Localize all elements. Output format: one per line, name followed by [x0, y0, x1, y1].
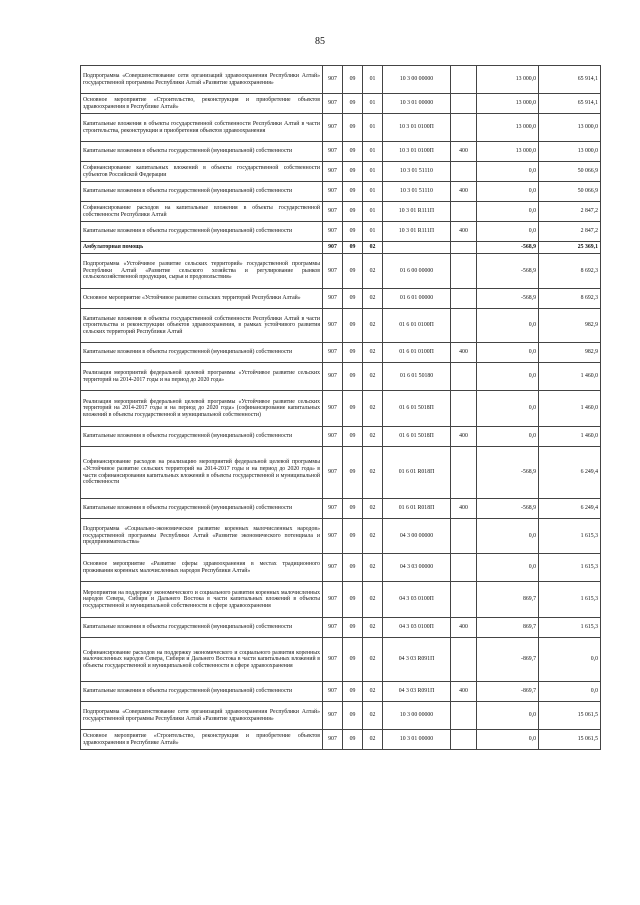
row-section: 09	[343, 391, 363, 427]
row-target-article: 10 3 01 R111П	[383, 222, 451, 242]
row-change-amount: 13 000,0	[477, 66, 539, 94]
row-subsection: 01	[363, 142, 383, 162]
row-expense-type: 400	[451, 499, 477, 519]
row-target-article: 10 3 00 00000	[383, 702, 451, 730]
row-target-article: 01 6 01 50180	[383, 363, 451, 391]
row-expense-type: 400	[451, 427, 477, 447]
table-row	[81, 519, 601, 554]
row-target-article: 01 6 01 0100П	[383, 309, 451, 343]
row-change-amount: 0,0	[477, 309, 539, 343]
row-change-amount: 0,0	[477, 182, 539, 202]
row-grbs: 907	[323, 114, 343, 142]
row-name: Софинансирование расходов на поддержку экономического и социального развития коренных малочисленных народов Севера, Сибири и Дальнего Востока в части капитальных вложений в объекты государственной и муниципальной собственности в сфере здравоохранения	[81, 638, 323, 682]
row-section: 09	[343, 162, 363, 182]
table-row	[81, 363, 601, 391]
row-target-article: 01 6 01 00000	[383, 289, 451, 309]
row-change-amount: 0,0	[477, 391, 539, 427]
row-total-amount: 13 000,0	[539, 142, 601, 162]
row-subsection: 01	[363, 66, 383, 94]
table-row	[81, 254, 601, 289]
row-name: Софинансирование капитальных вложений в объекты государственной собственности субъектов Российской Федерации	[81, 162, 323, 182]
row-name: Капитальные вложения в объекты государственной (муниципальной) собственности	[81, 343, 323, 363]
table-row	[81, 582, 601, 618]
row-name: Подпрограмма «Совершенствование сети организаций здравоохранения Республики Алтай» государственной программы Республики Алтай «Развитие здравоохранения»	[81, 702, 323, 730]
row-total-amount: 6 249,4	[539, 499, 601, 519]
row-section: 09	[343, 222, 363, 242]
table-row	[81, 499, 601, 519]
row-total-amount: 2 847,2	[539, 202, 601, 222]
table-row	[81, 702, 601, 730]
row-grbs: 907	[323, 702, 343, 730]
row-total-amount: 65 914,1	[539, 94, 601, 114]
table-row	[81, 182, 601, 202]
row-change-amount: -568,9	[477, 447, 539, 499]
row-total-amount: 0,0	[539, 638, 601, 682]
row-expense-type	[451, 554, 477, 582]
row-expense-type	[451, 114, 477, 142]
row-target-article: 01 6 01 0100П	[383, 343, 451, 363]
row-expense-type	[451, 582, 477, 618]
page-number: 85	[315, 36, 325, 47]
row-subsection: 01	[363, 94, 383, 114]
row-change-amount: 0,0	[477, 554, 539, 582]
row-name: Основное мероприятие «Устойчивое развитие сельских территорий Республики Алтай»	[81, 289, 323, 309]
table-row	[81, 202, 601, 222]
row-section: 09	[343, 343, 363, 363]
row-subsection: 02	[363, 254, 383, 289]
row-target-article: 10 3 01 0100П	[383, 114, 451, 142]
row-subsection: 01	[363, 162, 383, 182]
row-name: Капитальные вложения в объекты государственной (муниципальной) собственности	[81, 182, 323, 202]
row-name: Капитальные вложения в объекты государственной (муниципальной) собственности	[81, 142, 323, 162]
table-row	[81, 554, 601, 582]
row-change-amount: -568,9	[477, 499, 539, 519]
row-section: 09	[343, 309, 363, 343]
row-total-amount: 15 061,5	[539, 702, 601, 730]
row-change-amount: 0,0	[477, 702, 539, 730]
row-name: Основное мероприятие «Развитие сферы здравоохранения в местах традиционного проживания коренных малочисленных народов Республики Алтай»	[81, 554, 323, 582]
row-expense-type: 400	[451, 222, 477, 242]
row-expense-type	[451, 730, 477, 750]
row-change-amount: 0,0	[477, 343, 539, 363]
row-expense-type: 400	[451, 618, 477, 638]
row-grbs: 907	[323, 638, 343, 682]
row-subsection: 02	[363, 682, 383, 702]
row-expense-type	[451, 309, 477, 343]
row-expense-type: 400	[451, 182, 477, 202]
row-grbs: 907	[323, 582, 343, 618]
row-name: Подпрограмма «Социально-экономическое развитие коренных малочисленных народов» государственной программы Республики Алтай «Развитие экономического потенциала и предпринимательства»	[81, 519, 323, 554]
row-expense-type	[451, 363, 477, 391]
row-name: Основное мероприятие «Строительство, реконструкция и приобретение объектов здравоохранения в Республике Алтай»	[81, 730, 323, 750]
row-change-amount: 13 000,0	[477, 142, 539, 162]
row-section: 09	[343, 289, 363, 309]
row-name: Мероприятия на поддержку экономического и социального развития коренных малочисленных народов Севера, Сибири и Дальнего Востока в части капитальных вложений в объекты государственной и муниципальной собственности в сфере здравоохранения	[81, 582, 323, 618]
row-total-amount: 1 615,3	[539, 554, 601, 582]
row-change-amount: 13 000,0	[477, 94, 539, 114]
row-section: 09	[343, 730, 363, 750]
row-grbs: 907	[323, 182, 343, 202]
row-section: 09	[343, 142, 363, 162]
row-section: 09	[343, 618, 363, 638]
row-target-article: 04 3 03 R091П	[383, 638, 451, 682]
row-grbs: 907	[323, 391, 343, 427]
row-expense-type: 400	[451, 343, 477, 363]
row-name: Капитальные вложения в объекты государственной (муниципальной) собственности	[81, 682, 323, 702]
row-change-amount: 0,0	[477, 730, 539, 750]
row-expense-type	[451, 254, 477, 289]
row-subsection: 01	[363, 114, 383, 142]
row-name: Реализация мероприятий федеральной целевой программы «Устойчивое развитие сельских территорий на 2014-2017 годы и на период до 2020 года»	[81, 363, 323, 391]
row-name: Амбулаторная помощь	[81, 242, 323, 254]
row-subsection: 02	[363, 618, 383, 638]
row-total-amount: 982,9	[539, 309, 601, 343]
row-expense-type: 400	[451, 142, 477, 162]
row-section: 09	[343, 114, 363, 142]
row-expense-type	[451, 289, 477, 309]
row-total-amount: 50 066,9	[539, 182, 601, 202]
row-section: 09	[343, 254, 363, 289]
row-subsection: 02	[363, 499, 383, 519]
row-subsection: 02	[363, 343, 383, 363]
row-subsection: 02	[363, 554, 383, 582]
row-total-amount: 1 615,3	[539, 582, 601, 618]
table-row	[81, 447, 601, 499]
row-change-amount: 0,0	[477, 427, 539, 447]
row-expense-type	[451, 519, 477, 554]
table-row	[81, 343, 601, 363]
row-expense-type	[451, 702, 477, 730]
row-section: 09	[343, 202, 363, 222]
row-target-article: 10 3 01 51110	[383, 162, 451, 182]
row-subsection: 02	[363, 363, 383, 391]
row-target-article: 01 6 01 R018П	[383, 447, 451, 499]
row-name: Основное мероприятие «Строительство, реконструкция и приобретение объектов здравоохранения в Республике Алтай»	[81, 94, 323, 114]
row-subsection: 02	[363, 447, 383, 499]
row-total-amount: 1 615,3	[539, 618, 601, 638]
row-name: Подпрограмма «Совершенствование сети организаций здравоохранения Республики Алтай» государственной программы Республики Алтай «Развитие здравоохранения»	[81, 66, 323, 94]
row-subsection: 01	[363, 182, 383, 202]
row-name: Капитальные вложения в объекты государственной (муниципальной) собственности	[81, 618, 323, 638]
row-expense-type	[451, 94, 477, 114]
row-total-amount: 1 460,0	[539, 427, 601, 447]
row-change-amount: -568,9	[477, 254, 539, 289]
row-target-article	[383, 242, 451, 254]
row-total-amount: 25 369,1	[539, 242, 601, 254]
table-row	[81, 289, 601, 309]
row-name: Капитальные вложения в объекты государственной (муниципальной) собственности	[81, 427, 323, 447]
row-target-article: 04 3 03 0100П	[383, 582, 451, 618]
row-total-amount: 15 061,5	[539, 730, 601, 750]
row-name: Капитальные вложения в объекты государственной (муниципальной) собственности	[81, 499, 323, 519]
row-subsection: 02	[363, 582, 383, 618]
row-subsection: 02	[363, 289, 383, 309]
table-row	[81, 142, 601, 162]
row-target-article: 10 3 01 51110	[383, 182, 451, 202]
row-grbs: 907	[323, 554, 343, 582]
row-expense-type	[451, 202, 477, 222]
row-change-amount: 0,0	[477, 162, 539, 182]
row-name: Софинансирование расходов на реализацию мероприятий федеральной целевой программы «Устойчивое развитие сельских территорий на 2014-2017 годы и на период до 2020 года» в части софинансирования капитальных вложений в объекты государственной и муниципальной собственности	[81, 447, 323, 499]
row-section: 09	[343, 447, 363, 499]
row-expense-type	[451, 242, 477, 254]
table-row	[81, 682, 601, 702]
row-target-article: 10 3 01 0100П	[383, 142, 451, 162]
row-section: 09	[343, 363, 363, 391]
row-target-article: 04 3 03 0100П	[383, 618, 451, 638]
row-grbs: 907	[323, 427, 343, 447]
row-change-amount: -869,7	[477, 682, 539, 702]
row-name: Капитальные вложения в объекты государственной собственности Республики Алтай в части строительства и реконструкции объектов здравоохранения, в рамках устойчивого развития сельских территорий Республики Алтай	[81, 309, 323, 343]
row-grbs: 907	[323, 363, 343, 391]
row-change-amount: -869,7	[477, 638, 539, 682]
row-target-article: 10 3 01 00000	[383, 94, 451, 114]
row-name: Капитальные вложения в объекты государственной (муниципальной) собственности	[81, 222, 323, 242]
row-target-article: 04 3 03 00000	[383, 554, 451, 582]
row-change-amount: 0,0	[477, 202, 539, 222]
row-section: 09	[343, 66, 363, 94]
row-grbs: 907	[323, 499, 343, 519]
row-expense-type	[451, 66, 477, 94]
table-row	[81, 94, 601, 114]
row-section: 09	[343, 519, 363, 554]
table-row	[81, 309, 601, 343]
row-target-article: 01 6 01 5018П	[383, 427, 451, 447]
row-grbs: 907	[323, 519, 343, 554]
row-subsection: 02	[363, 309, 383, 343]
row-change-amount: 869,7	[477, 582, 539, 618]
row-change-amount: 13 000,0	[477, 114, 539, 142]
row-grbs: 907	[323, 162, 343, 182]
row-total-amount: 13 000,0	[539, 114, 601, 142]
table-row	[81, 638, 601, 682]
table-row	[81, 114, 601, 142]
row-section: 09	[343, 94, 363, 114]
row-change-amount: -568,9	[477, 242, 539, 254]
row-total-amount: 1 460,0	[539, 391, 601, 427]
row-section: 09	[343, 638, 363, 682]
row-grbs: 907	[323, 94, 343, 114]
table-row	[81, 730, 601, 750]
row-grbs: 907	[323, 309, 343, 343]
row-target-article: 10 3 00 00000	[383, 66, 451, 94]
row-name: Капитальные вложения в объекты государственной собственности Республики Алтай в части строительства, реконструкции и приобретения объектов здравоохранения	[81, 114, 323, 142]
row-expense-type	[451, 447, 477, 499]
row-change-amount: 0,0	[477, 519, 539, 554]
row-expense-type	[451, 638, 477, 682]
row-grbs: 907	[323, 66, 343, 94]
row-section: 09	[343, 582, 363, 618]
table-row	[81, 162, 601, 182]
row-grbs: 907	[323, 289, 343, 309]
row-grbs: 907	[323, 343, 343, 363]
row-target-article: 01 6 00 00000	[383, 254, 451, 289]
row-section: 09	[343, 554, 363, 582]
row-total-amount: 0,0	[539, 682, 601, 702]
row-target-article: 04 3 00 00000	[383, 519, 451, 554]
row-grbs: 907	[323, 254, 343, 289]
row-total-amount: 1 460,0	[539, 363, 601, 391]
budget-table	[80, 65, 601, 750]
row-subsection: 01	[363, 222, 383, 242]
row-section: 09	[343, 242, 363, 254]
row-total-amount: 1 615,3	[539, 519, 601, 554]
row-name: Подпрограмма «Устойчивое развитие сельских территорий» государственной программы Республики Алтай «Развитие сельского хозяйства и регулирование рынков сельскохозяйственной продукции, сырья и продовольствия»	[81, 254, 323, 289]
row-total-amount: 65 914,1	[539, 66, 601, 94]
row-change-amount: 0,0	[477, 363, 539, 391]
row-section: 09	[343, 682, 363, 702]
row-subsection: 02	[363, 427, 383, 447]
budget-table-body	[81, 66, 601, 750]
row-change-amount: -568,9	[477, 289, 539, 309]
row-expense-type	[451, 391, 477, 427]
row-section: 09	[343, 427, 363, 447]
table-row	[81, 618, 601, 638]
row-section: 09	[343, 702, 363, 730]
row-subsection: 02	[363, 638, 383, 682]
row-grbs: 907	[323, 447, 343, 499]
row-target-article: 10 3 01 00000	[383, 730, 451, 750]
row-name: Софинансирование расходов на капитальные вложения в объекты государственной собственности Республики Алтай	[81, 202, 323, 222]
row-target-article: 10 3 01 R111П	[383, 202, 451, 222]
table-row	[81, 427, 601, 447]
table-row	[81, 391, 601, 427]
row-expense-type: 400	[451, 682, 477, 702]
row-total-amount: 50 066,9	[539, 162, 601, 182]
row-target-article: 01 6 01 R018П	[383, 499, 451, 519]
row-subsection: 02	[363, 702, 383, 730]
row-total-amount: 982,9	[539, 343, 601, 363]
table-row	[81, 242, 601, 254]
row-total-amount: 8 692,3	[539, 254, 601, 289]
row-change-amount: 869,7	[477, 618, 539, 638]
row-grbs: 907	[323, 242, 343, 254]
row-grbs: 907	[323, 202, 343, 222]
row-grbs: 907	[323, 682, 343, 702]
row-total-amount: 2 847,2	[539, 222, 601, 242]
table-row	[81, 222, 601, 242]
row-grbs: 907	[323, 222, 343, 242]
row-target-article: 01 6 01 5018П	[383, 391, 451, 427]
row-subsection: 01	[363, 202, 383, 222]
row-subsection: 02	[363, 519, 383, 554]
row-grbs: 907	[323, 730, 343, 750]
row-grbs: 907	[323, 142, 343, 162]
row-subsection: 02	[363, 242, 383, 254]
row-total-amount: 8 692,3	[539, 289, 601, 309]
row-section: 09	[343, 182, 363, 202]
row-grbs: 907	[323, 618, 343, 638]
row-total-amount: 6 249,4	[539, 447, 601, 499]
row-subsection: 02	[363, 391, 383, 427]
row-subsection: 02	[363, 730, 383, 750]
row-target-article: 04 3 03 R091П	[383, 682, 451, 702]
table-row	[81, 66, 601, 94]
row-expense-type	[451, 162, 477, 182]
row-section: 09	[343, 499, 363, 519]
row-change-amount: 0,0	[477, 222, 539, 242]
row-name: Реализация мероприятий федеральной целевой программы «Устойчивое развитие сельских территорий на 2014-2017 годы и на период до 2020 года» (софинансирование капитальных вложений в объекты государственной и муниципальной собственности)	[81, 391, 323, 427]
